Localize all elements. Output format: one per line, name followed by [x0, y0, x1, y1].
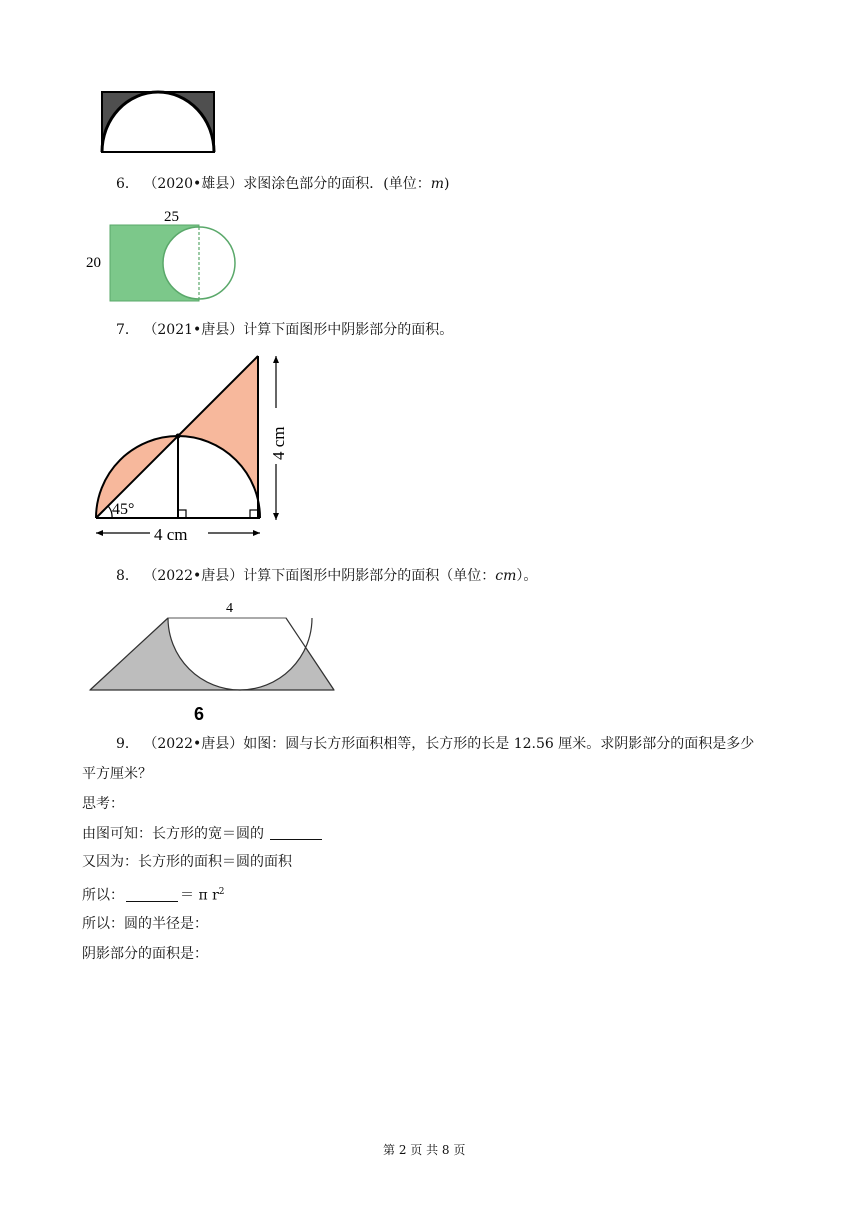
q7-number: 7．	[116, 322, 139, 338]
q6-unit: m	[430, 176, 445, 192]
q7-source: （2021•唐县）	[143, 322, 244, 338]
question-9-line1	[116, 734, 754, 754]
q9-blank-c[interactable]	[126, 887, 178, 902]
q9-line-c-prefix: 所以：	[82, 887, 124, 904]
q7-label-height: 4 cm	[269, 426, 288, 460]
q8-source: （2022•唐县）	[143, 568, 244, 584]
question-7	[116, 320, 453, 340]
q6-label-left: 20	[86, 255, 101, 271]
q6-label-top: 25	[164, 209, 179, 225]
q8-number: 8．	[116, 568, 139, 584]
page-footer: 第 2 页 共 8 页	[383, 1143, 466, 1157]
q9-text-line2: 平方厘米？	[82, 766, 152, 782]
q9-number: 9．	[116, 736, 139, 752]
question-8	[116, 566, 537, 586]
q9-line-a-text: 由图可知：长方形的宽＝圆的	[82, 826, 264, 842]
q9-line-c	[82, 882, 225, 906]
q9-line-e: 阴影部分的面积是：	[82, 946, 208, 962]
q6-source: （2020•雄县）	[143, 176, 244, 192]
q6-number: 6．	[116, 176, 139, 192]
q9-think: 思考：	[82, 796, 124, 812]
q9-line-c-eq: ＝ π r	[180, 887, 219, 904]
q9-line-b: 又因为：长方形的面积＝圆的面积	[82, 854, 292, 870]
figure-q5-semicircle	[98, 88, 218, 158]
q8-unit: cm	[495, 568, 517, 584]
question-6	[116, 174, 449, 194]
q8-close: ）。	[516, 568, 538, 584]
q8-label-bottom: 6	[194, 704, 205, 724]
q7-label-base: 4 cm	[154, 525, 188, 544]
figure-q7	[88, 348, 298, 548]
q9-line-c-sup: 2	[218, 887, 225, 897]
q9-text-line1: 如图：圆与长方形面积相等，长方形的长是 12.56 厘米。求阴影部分的面积是多少	[243, 736, 755, 752]
q9-line-a	[82, 824, 324, 844]
figure-q6	[84, 204, 244, 304]
q7-text: 计算下面图形中阴影部分的面积。	[243, 322, 454, 338]
q8-label-top: 4	[226, 601, 233, 616]
q9-source: （2022•唐县）	[143, 736, 244, 752]
q6-text: 求图涂色部分的面积．(单位：	[243, 176, 431, 192]
q9-blank-a[interactable]	[270, 825, 322, 840]
q7-label-angle: 45°	[112, 501, 135, 518]
q8-text: 计算下面图形中阴影部分的面积（单位：	[243, 568, 496, 584]
figure-q8	[86, 596, 341, 726]
q6-close: )	[444, 176, 450, 192]
q9-line-d: 所以：圆的半径是：	[82, 916, 208, 932]
